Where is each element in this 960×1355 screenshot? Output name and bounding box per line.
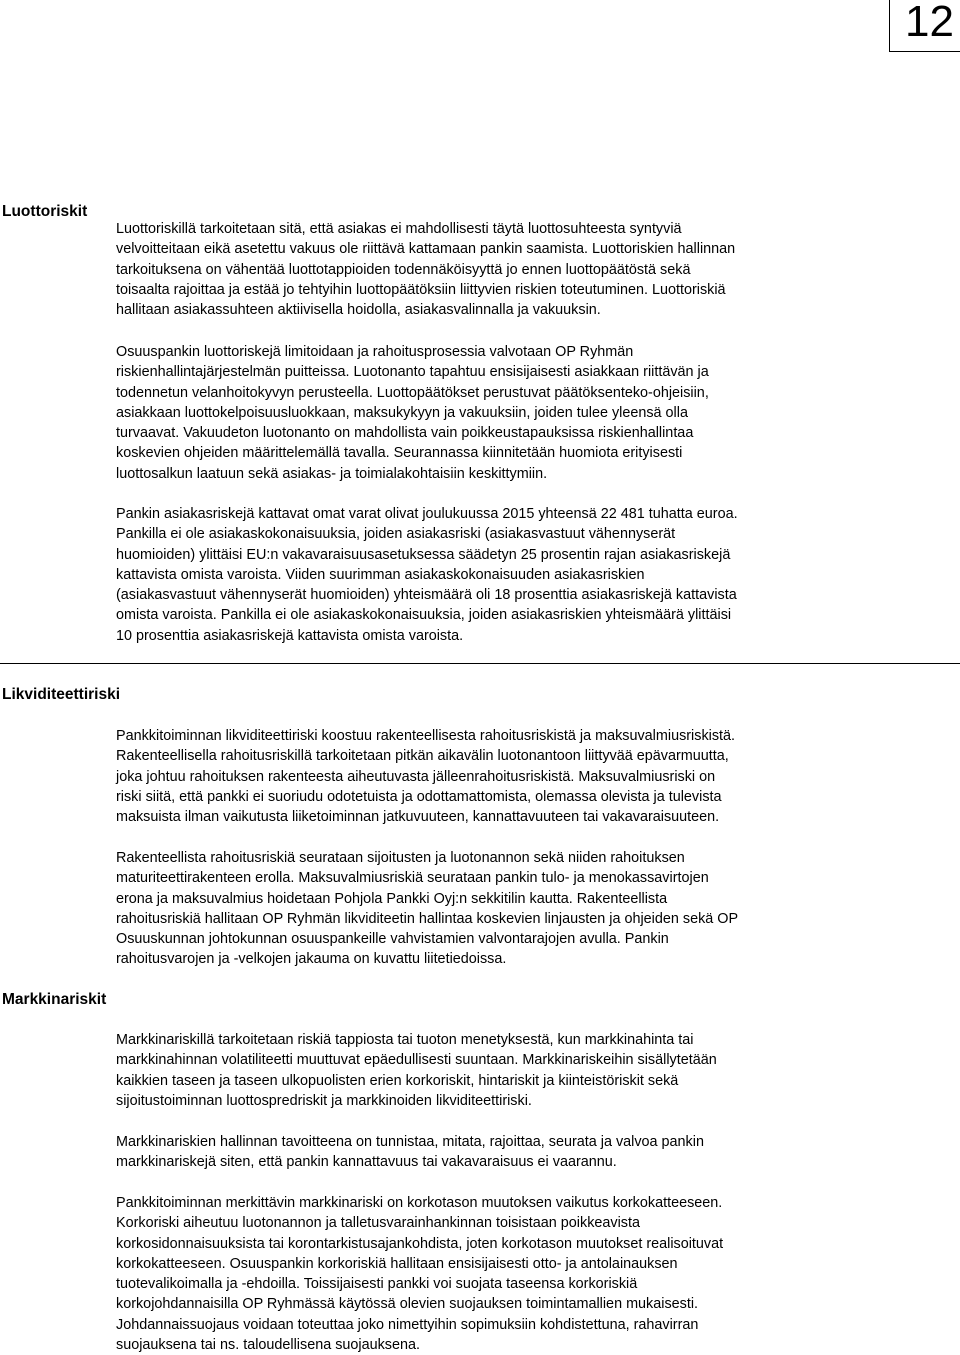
section-heading-luottoriskit: Luottoriskit xyxy=(2,203,88,220)
paragraph: Osuuspankin luottoriskejä limitoidaan ja rahoitusprosessia valvotaan OP Ryhmän riskienhallintajärjestelmän puitteissa. Luotonanto tapahtuu ensisijaisesti asiakkaan riittävän ja todennetun velanhoitokyvyn perusteella. Luottopäätökset perustuvat päätöksenteko-ohjeisiin, asiakkaan luottokelpoisuusluokkaan, maksukykyyn ja vakuuksiin, joiden tulee yleensä olla turvaavat. Vakuudeton luotonanto on mahdollista vain poikkeustapauksissa riskienhallintaa koskevien ohjeiden määrittelemällä tavalla. Seurannassa kiinnitetään huomiota erityisesti luottosalkun laatuun sekä asiakas- ja toimialakohtaisiin keskittymiin. xyxy=(116,344,709,482)
paragraph: Pankin asiakasriskejä kattavat omat varat olivat joulukuussa 2015 yhteensä 22 481 tuhatta euroa. Pankilla ei ole asiakaskokonaisuuksia, joiden asiakasriski (asiakasvastuut vähennyserät huomioiden) ylittäisi EU:n vakavaraisuusasetuksessa säädetyn 25 prosentin rajan asiakasriskejä kattavista omista varoista. Viiden suurimman asiakaskokonaisuuden asiakasriskien (asiakasvastuut vähennyserät huomioiden) yhteismäärä oli 18 prosenttia asiakasriskejä kattavista omista varoista. Pankilla ei ole asiakaskokonaisuuksia, joiden asiakasriskien yhteismäärä ylittäisi 10 prosenttia asiakasriskejä kattavista omista varoista. xyxy=(116,506,738,644)
page-number-box xyxy=(889,0,960,52)
section-divider xyxy=(0,663,960,664)
paragraph: Pankkitoiminnan likviditeettiriski koostuu rakenteellisesta rahoitusriskistä ja maksuvalmiusriskistä. Rakenteellisella rahoitusriskillä tarkoitetaan pitkän aikavälin luotonantoon liittyvää epävarmuutta, joka johtuu rahoituksen rakenteesta aiheutuvasta jälleenrahoitusriskistä. Maksuvalmiusriski on riski siitä, että pankki ei suoriudu odotetuista ja odottamattomista, olemassa olevista ja tulevista maksuista ilman vaikutusta liiketoiminnan jatkuvuuteen, kannattavuuteen tai vakavaraisuuteen. xyxy=(116,728,736,826)
section-heading-markkinariskit: Markkinariskit xyxy=(2,991,107,1008)
paragraph: Markkinariskien hallinnan tavoitteena on tunnistaa, mitata, rajoittaa, seurata ja valvoa pankin markkinariskejä siten, että pankin kannattavuus tai vakavaraisuus ei vaarannu. xyxy=(116,1134,704,1171)
paragraph: Markkinariskillä tarkoitetaan riskiä tappiosta tai tuoton menetyksestä, kun markkinahinta tai markkinahinnan volatiliteetti muuttuvat epäedullisesti suuntaan. Markkinariskeihin sisällytetään kaikkien taseen ja taseen ulkopuolisten erien korkoriskit, hintariskit ja kiinteistöriskit sekä sijoitustoiminnan luottospredriskit ja markkinoiden likviditeettiriski. xyxy=(116,1032,717,1109)
paragraph: Rakenteellista rahoitusriskiä seurataan sijoitusten ja luotonannon sekä niiden rahoituksen maturiteettirakenteen erolla. Maksuvalmiusriskiä seurataan pankin tulo- ja menokassavirtojen erona ja maksuvalmius hoidetaan Pohjola Pankki Oyj:n sekkitilin kautta. Rakenteellista rahoitusriskiä hallitaan OP Ryhmän likviditeetin hallintaa koskevien linjausten ja ohjeiden sekä OP Osuuskunnan johtokunnan osuuspankeille vahvistamien valvontarajojen avulla. Pankin rahoitusvarojen ja -velkojen jakauma on kuvattu liitetiedoissa. xyxy=(116,850,739,968)
page-number: 12 xyxy=(905,0,954,46)
paragraph: Pankkitoiminnan merkittävin markkinariski on korkotason muutoksen vaikutus korkokatteeseen. Korkoriski aiheutuu luotonannon ja talletusvarainhankinnan toisistaan poikkeavista korkosidonnaisuuksista tai korontarkistusajankohdista, joten korkotason muutokset realisoituvat korkokatteeseen. Osuuspankin korkoriskiä hallitaan ensisijaisesti otto- ja antolainauksen tuotevalikoimalla ja -ehdoilla. Toissijaisesti pankki voi suojata taseensa korkoriskiä korkojohdannaisilla OP Ryhmässä käytössä olevien suojauksen toimintamallien mukaisesti. Johdannaissuojaus voidaan toteuttaa joko nimettyihin sopimuksiin kohdistettuna, rahavirran suojauksena tai ns. taloudellisena suojauksena. xyxy=(116,1195,724,1354)
paragraph: Luottoriskillä tarkoitetaan sitä, että asiakas ei mahdollisesti täytä luottosuhteesta syntyviä velvoitteitaan eikä asetettu vakuus ole riittävä kattamaan pankin saamista. Luottoriskien hallinnan tarkoituksena on vähentää luottotappioiden todennäköisyyttä jo ennen luottopäätöstä sekä toisaalta rajoittaa ja estää jo tehtyihin luottopäätöksiin liittyvien riskien toteutuminen. Luottoriskiä hallitaan asiakassuhteen aktiivisella hoidolla, asiakasvalinnalla ja vakuuksin. xyxy=(116,221,736,319)
section-heading-likviditeettiriski: Likviditeettiriski xyxy=(2,686,121,703)
